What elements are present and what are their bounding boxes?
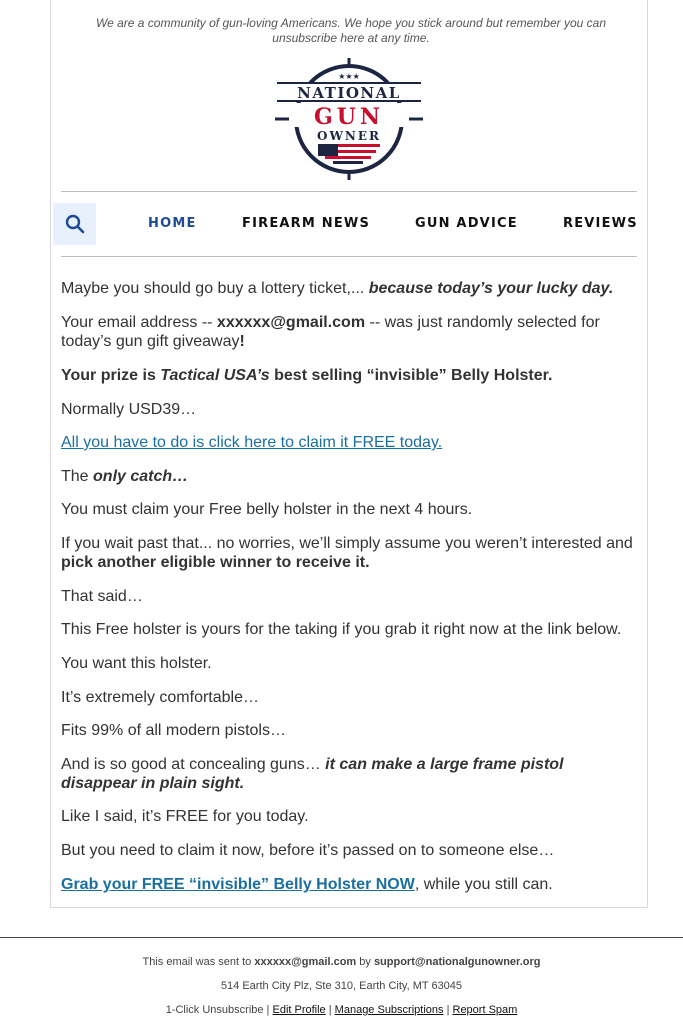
tagline[interactable]: We are a community of gun-loving Americans. We hope you stick around but remember you can unsubscribe here at any time.: [95, 16, 607, 45]
paragraph-comfortable: It’s extremely comfortable…: [61, 689, 259, 706]
paragraph-price: Normally USD39…: [61, 401, 197, 418]
logo-word-national: NATIONAL: [297, 84, 401, 102]
paragraph-fits: Fits 99% of all modern pistols…: [61, 722, 286, 739]
paragraph-claim-now: But you need to claim it now, before it’s passed on to someone else…: [61, 842, 555, 859]
paragraph-claim-link: [61, 433, 637, 452]
footer-sent-to: This email was sent to xxxxxx@gmail.com by support@nationalgunowner.org: [142, 956, 541, 968]
logo-stars: ★★★: [338, 72, 360, 81]
edit-profile-link[interactable]: Edit Profile: [272, 1004, 326, 1016]
nav-firearm-news[interactable]: FIREARM NEWS: [242, 216, 371, 231]
paragraph-lottery: Maybe you should go buy a lottery ticket,... because today’s your lucky day.: [61, 280, 614, 297]
paragraph-free-today: Like I said, it’s FREE for you today.: [61, 808, 309, 825]
paragraph-email-selected: Your email address -- xxxxxx@gmail.com -- was just randomly selected for today’s gun gift giveaway!: [61, 314, 600, 350]
nav-home[interactable]: HOME: [148, 216, 197, 231]
footer-links: 1-Click Unsubscribe | Edit Profile | Manage Subscriptions | Report Spam: [165, 1004, 518, 1016]
manage-subscriptions-link[interactable]: Manage Subscriptions: [334, 1004, 444, 1016]
paragraph-that-said: That said…: [61, 588, 143, 605]
flag-icon: [318, 144, 380, 164]
grab-holster-link[interactable]: Grab your FREE “invisible” Belly Holster NOW: [61, 876, 415, 893]
footer-divider: [0, 937, 683, 938]
unsubscribe-text[interactable]: 1-Click Unsubscribe: [165, 1004, 264, 1016]
nav-gun-advice[interactable]: GUN ADVICE: [415, 216, 518, 231]
logo-word-gun: GUN: [313, 104, 385, 130]
national-gun-owner-logo[interactable]: [275, 58, 423, 180]
paragraph-wait: If you wait past that... no worries, we’ll simply assume you weren’t interested and pick another eligible winner to receive it.: [61, 535, 633, 571]
header-divider-bottom: [61, 256, 637, 257]
header-divider-top: [61, 191, 637, 192]
paragraph-want: You want this holster.: [61, 655, 212, 672]
nav-reviews[interactable]: REVIEWS: [563, 216, 638, 231]
paragraph-catch: The only catch…: [61, 468, 189, 485]
search-icon: [64, 213, 86, 235]
paragraph-free-holster: This Free holster is yours for the taking if you grab it right now at the link below.: [61, 621, 622, 638]
claim-free-link[interactable]: All you have to do is click here to claim it FREE today.: [61, 434, 443, 451]
email-card: [50, 0, 648, 908]
paragraph-deadline: You must claim your Free belly holster in the next 4 hours.: [61, 501, 473, 518]
search-button[interactable]: [53, 203, 96, 245]
footer-address: 514 Earth City Plz, Ste 310, Earth City, MT 63045: [220, 980, 463, 992]
footer-sender: support@nationalgunowner.org: [373, 956, 541, 968]
report-spam-link[interactable]: Report Spam: [452, 1004, 518, 1016]
paragraph-prize: Your prize is Tactical USA’s best selling “invisible” Belly Holster.: [61, 367, 553, 384]
logo-word-owner: OWNER: [316, 129, 382, 143]
footer-recipient: xxxxxx@gmail.com: [254, 956, 357, 968]
recipient-email: xxxxxx@gmail.com: [216, 314, 366, 331]
paragraph-grab: Grab your FREE “invisible” Belly Holster NOW, while you still can.: [61, 876, 553, 893]
paragraph-concealing: And is so good at concealing guns… it can make a large frame pistol disappear in plain sight.: [61, 756, 564, 792]
